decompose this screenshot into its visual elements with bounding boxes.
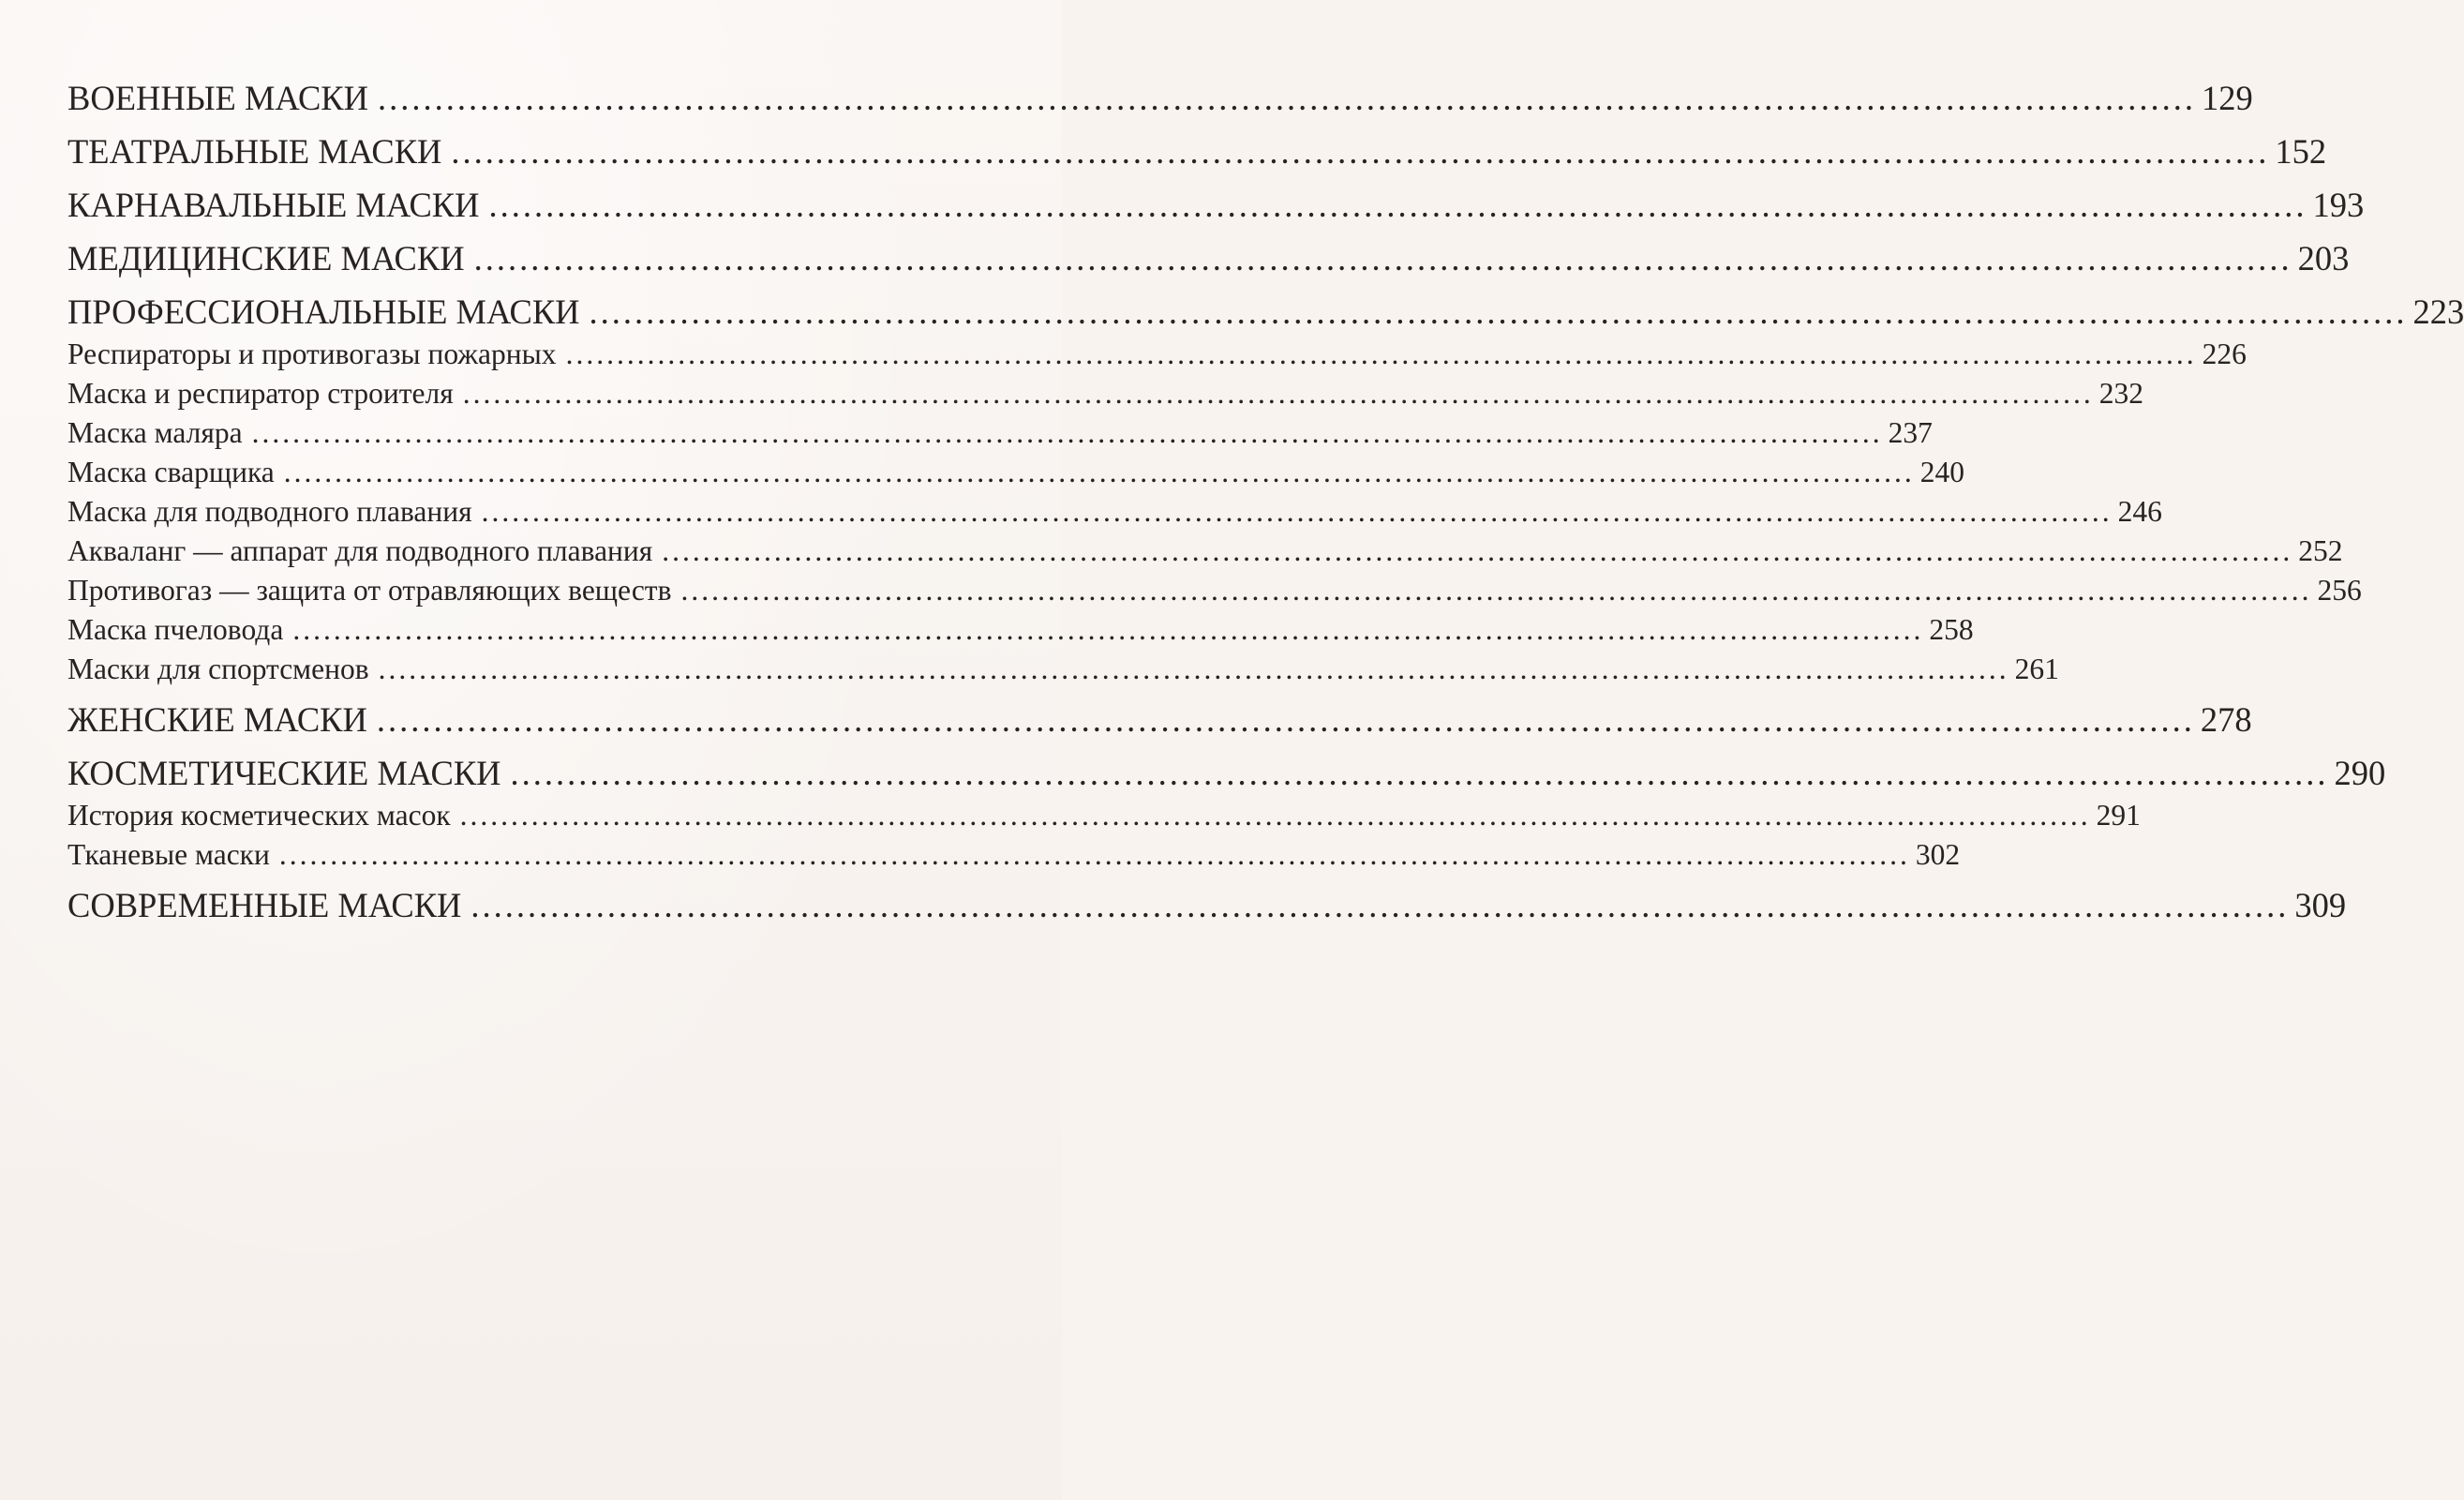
dot-leader bbox=[377, 697, 2195, 742]
toc-entry-title: Маска и респиратор строителя bbox=[67, 377, 454, 410]
toc-entry-title: Маска для подводного плавания bbox=[67, 495, 472, 528]
toc-entry-page: 252 bbox=[2298, 534, 2343, 567]
toc-entry-title: Тканевые маски bbox=[67, 838, 270, 871]
dot-leader bbox=[284, 453, 1915, 492]
toc-entry-title: КОСМЕТИЧЕСКИЕ МАСКИ bbox=[67, 754, 501, 792]
toc-entry-title: Маска сварщика bbox=[67, 456, 275, 488]
dot-leader bbox=[511, 750, 2329, 796]
dot-leader bbox=[489, 182, 2307, 228]
toc-entry-section bbox=[67, 835, 1961, 875]
toc-entry-section bbox=[67, 413, 1933, 453]
toc-entry-section bbox=[67, 650, 2059, 689]
toc-entry-title: ПРОФЕССИОНАЛЬНЫЕ МАСКИ bbox=[67, 292, 580, 331]
toc-entry-page: 203 bbox=[2297, 239, 2350, 278]
toc-entry-title: ЖЕНСКИЕ МАСКИ bbox=[67, 700, 367, 739]
dot-leader bbox=[379, 650, 2009, 689]
toc-entry-page: 258 bbox=[1929, 613, 1974, 646]
toc-entry-title: СОВРЕМЕННЫЕ МАСКИ bbox=[67, 886, 462, 924]
toc-entry-chapter bbox=[67, 128, 2327, 174]
toc-entry-title: ТЕАТРАЛЬНЫЕ МАСКИ bbox=[67, 132, 442, 171]
toc-entry-page: 291 bbox=[2096, 799, 2141, 832]
toc-entry-title: Противогаз — защита от отравляющих веществ bbox=[67, 574, 672, 607]
toc-entry-section bbox=[67, 492, 2162, 532]
toc-entry-page: 290 bbox=[2334, 754, 2386, 792]
dot-leader bbox=[482, 492, 2113, 532]
toc-entry-section bbox=[67, 796, 2141, 835]
toc-entry-chapter bbox=[67, 182, 2365, 228]
toc-entry-section bbox=[67, 610, 1974, 650]
toc-entry-page: 278 bbox=[2200, 700, 2252, 739]
toc-entry-title: Маски для спортсменов bbox=[67, 652, 369, 685]
toc-entry-chapter bbox=[67, 882, 2347, 928]
toc-entry-page: 226 bbox=[2202, 338, 2247, 370]
toc-entry-title: История косметических масок bbox=[67, 799, 451, 832]
toc-entry-page: 152 bbox=[2275, 132, 2327, 171]
toc-entry-page: 261 bbox=[2014, 652, 2059, 685]
toc-entry-page: 240 bbox=[1919, 456, 1964, 488]
toc-entry-chapter bbox=[67, 289, 2464, 335]
toc-entry-chapter bbox=[67, 750, 2386, 796]
toc-entry-section bbox=[67, 532, 2343, 571]
toc-entry-title: Маска пчеловода bbox=[67, 613, 284, 646]
toc-entry-chapter bbox=[67, 697, 2252, 742]
toc-entry-page: 232 bbox=[2098, 377, 2143, 410]
dot-leader bbox=[378, 75, 2196, 121]
toc-entry-title: ВОЕННЫЕ МАСКИ bbox=[67, 79, 369, 117]
dot-leader bbox=[662, 532, 2292, 571]
toc-entry-section bbox=[67, 571, 2362, 610]
toc-entry-title: Акваланг — аппарат для подводного плавания bbox=[67, 534, 653, 567]
toc-entry-section bbox=[67, 453, 1964, 492]
dot-leader bbox=[460, 796, 2091, 835]
toc-entry-page: 129 bbox=[2202, 79, 2253, 117]
toc-entry-title: Респираторы и противогазы пожарных bbox=[67, 338, 557, 370]
toc-entry-page: 256 bbox=[2317, 574, 2362, 607]
dot-leader bbox=[470, 882, 2289, 928]
toc-entry-page: 302 bbox=[1915, 838, 1961, 871]
dot-leader bbox=[474, 235, 2292, 281]
dot-leader bbox=[292, 610, 1923, 650]
toc-entry-section bbox=[67, 335, 2247, 374]
dot-leader bbox=[451, 128, 2269, 174]
toc-entry-page: 193 bbox=[2312, 186, 2365, 224]
dot-leader bbox=[279, 835, 1910, 875]
toc-entry-chapter bbox=[67, 75, 2253, 121]
toc-entry-section bbox=[67, 374, 2143, 413]
dot-leader bbox=[463, 374, 2094, 413]
toc-entry-page: 246 bbox=[2117, 495, 2162, 528]
table-of-contents bbox=[67, 75, 2464, 928]
toc-entry-title: Маска маляра bbox=[67, 416, 243, 449]
toc-entry-page: 237 bbox=[1888, 416, 1933, 449]
toc-entry-chapter bbox=[67, 235, 2350, 281]
dot-leader bbox=[680, 571, 2311, 610]
dot-leader bbox=[590, 289, 2408, 335]
toc-entry-page: 309 bbox=[2294, 886, 2347, 924]
dot-leader bbox=[566, 335, 2197, 374]
toc-entry-title: КАРНАВАЛЬНЫЕ МАСКИ bbox=[67, 186, 480, 224]
dot-leader bbox=[252, 413, 1883, 453]
toc-entry-title: МЕДИЦИНСКИЕ МАСКИ bbox=[67, 239, 465, 278]
toc-entry-page: 223 bbox=[2412, 292, 2464, 331]
